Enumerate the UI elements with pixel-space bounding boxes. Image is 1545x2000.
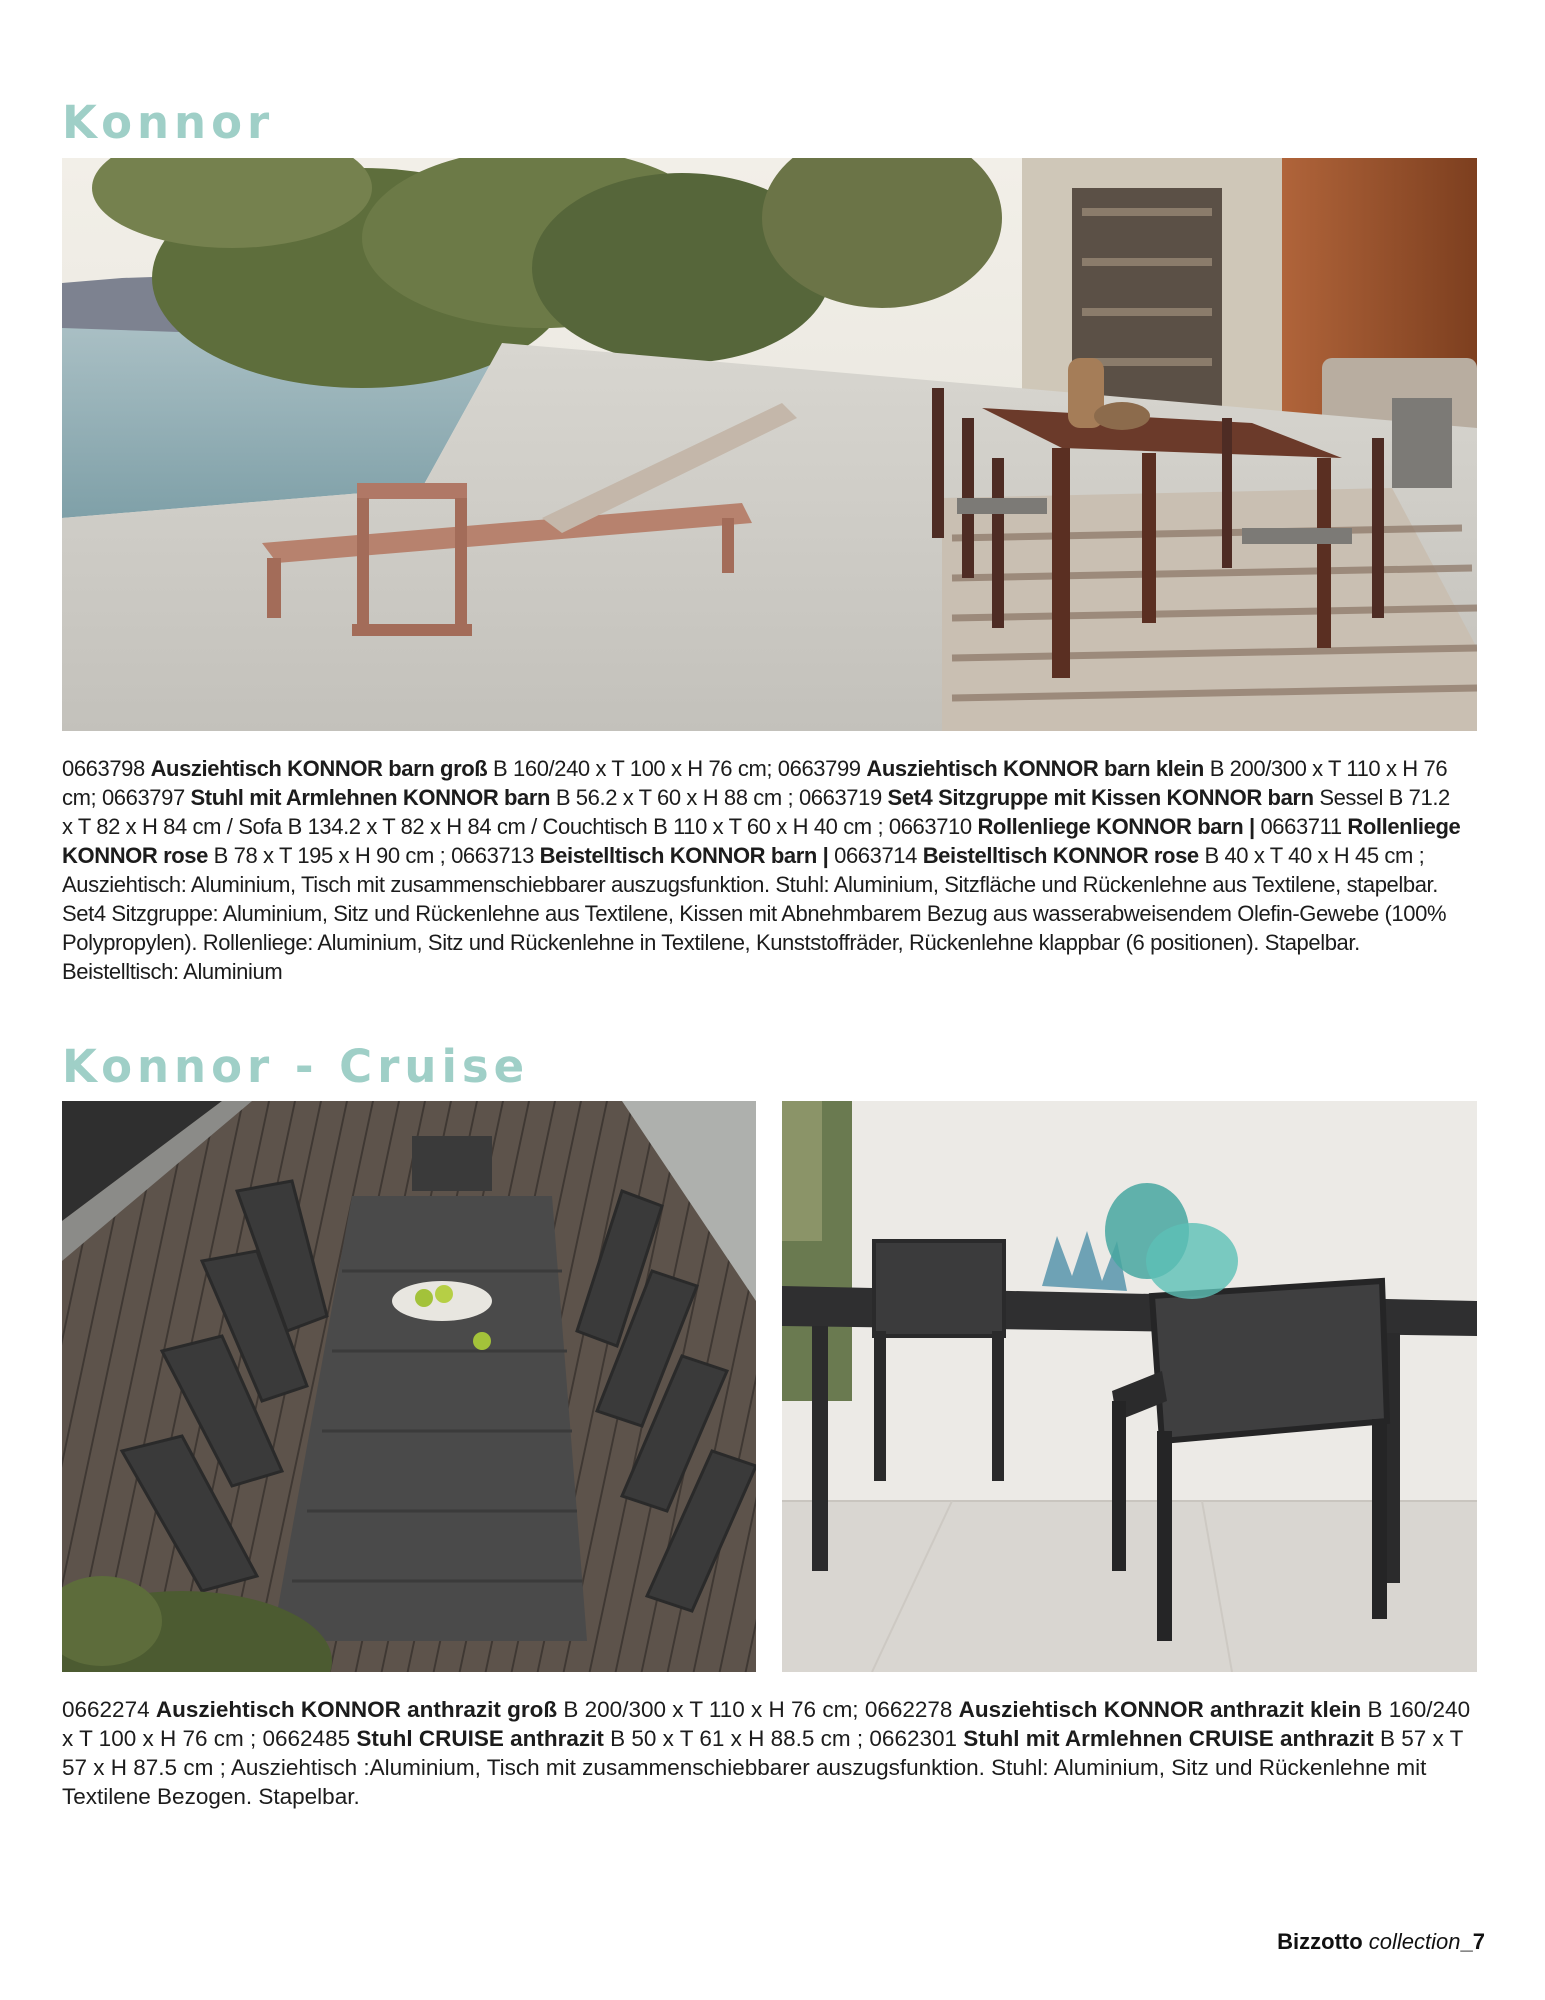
studio-illustration [782,1101,1477,1672]
product-spec-text: Sessel B 71.2 x T 82 x H 84 cm / Sofa B 134.2 x T 82 x H 84 cm / Couchtisch B 110 x T 60 x H 40 cm ; 0663710 [62,785,1450,839]
footer-collection: collection [1362,1929,1461,1954]
section-title-konnor-cruise: Konnor - Cruise [62,1040,530,1093]
product-name: Stuhl mit Armlehnen KONNOR barn [190,785,551,810]
product-name: Ausziehtisch KONNOR anthrazit klein [958,1697,1362,1722]
product-spec-text: B 200/300 x T 110 x H 76 cm; 0662278 [557,1697,959,1722]
product-name: Rollenliege KONNOR rose [62,814,1461,868]
product-spec-text: B 40 x T 40 x H 45 cm ; Ausziehtisch: Aluminium, Tisch mit zusammenschiebbarer auszugsfunktion. Stuhl: Aluminium, Sitzfläche und Rückenlehne aus Textilene, stapelbar. Set4 Sitzgruppe: Aluminium, Sitz und Rückenlehne aus Textilene, Kissen mit Abnehmbarem Bezug aus wasserabweisendem Olefin-Gewebe (100% Polypropylen). Rollenliege: Aluminium, Sitz und Rückenlehne in Textilene, Kunststoffräder, Rückenlehne klappbar (6 positionen). Stapelbar. Beistelltisch: Aluminium [62,843,1447,984]
product-name: Ausziehtisch KONNOR barn groß [150,756,488,781]
product-name: Beistelltisch KONNOR barn | [539,843,829,868]
konnor-cruise-product-description [62,1695,1472,1811]
product-spec-text: B 200/300 x T 110 x H 76 cm; 0663797 [62,756,1448,810]
product-spec-text: 0663711 [1254,814,1348,839]
product-spec-text: 0663714 [828,843,923,868]
footer-brand: Bizzotto [1277,1929,1363,1954]
product-spec-text: B 56.2 x T 60 x H 88 cm ; 0663719 [550,785,888,810]
product-spec-text: B 78 x T 195 x H 90 cm ; 0663713 [207,843,540,868]
product-name: Ausziehtisch KONNOR anthrazit groß [155,1697,558,1722]
section-title-konnor: Konnor [62,96,275,149]
studio-table-photo [782,1101,1477,1672]
product-name: Stuhl CRUISE anthrazit [356,1726,604,1751]
product-spec-text: B 50 x T 61 x H 88.5 cm ; 0662301 [603,1726,964,1751]
page-footer [1277,1929,1485,1955]
product-name: Set4 Sitzgruppe mit Kissen KONNOR barn [887,785,1314,810]
deck-illustration [62,1101,756,1672]
deck-topview-photo [62,1101,756,1672]
footer-page-number: _7 [1460,1929,1485,1954]
product-spec-text: B 160/240 x T 100 x H 76 cm ; 0662485 [62,1697,1471,1751]
product-spec-text: 0662274 [62,1697,156,1722]
terrace-photo [62,158,1477,731]
product-spec-text: B 57 x T 57 x H 87.5 cm ; Ausziehtisch :Aluminium, Tisch mit zusammenschiebbarer auszugsfunktion. Stuhl: Aluminium, Sitz und Rückenlehne mit Textilene Bezogen. Stapelbar. [62,1726,1463,1809]
product-name: Ausziehtisch KONNOR barn klein [866,756,1204,781]
product-name: Beistelltisch KONNOR rose [922,843,1199,868]
product-name: Rollenliege KONNOR barn | [977,814,1255,839]
product-spec-text: 0663798 [62,756,151,781]
product-name: Stuhl mit Armlehnen CRUISE anthrazit [963,1726,1374,1751]
product-spec-text: B 160/240 x T 100 x H 76 cm; 0663799 [487,756,867,781]
konnor-product-description [62,754,1462,986]
terrace-illustration [62,158,1477,731]
